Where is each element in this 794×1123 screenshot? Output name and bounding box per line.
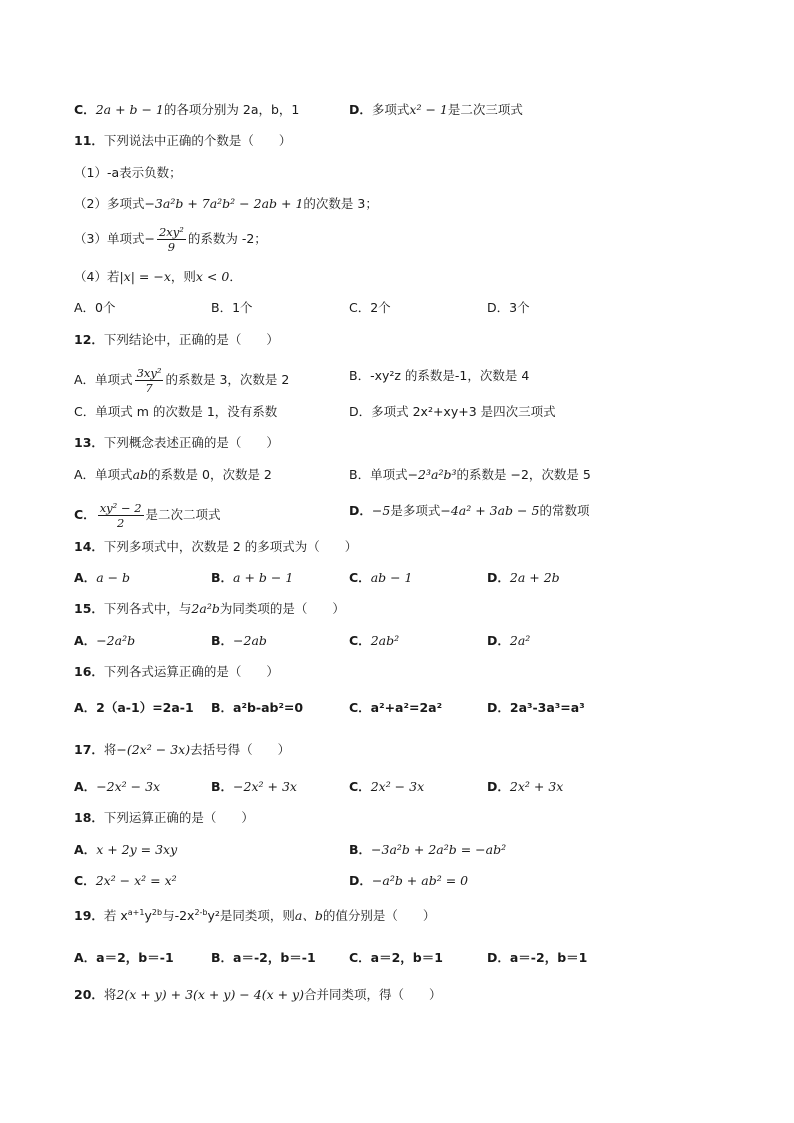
q11-option-b: B．1个 [211, 300, 253, 315]
q16-option-c: C．a²+a²=2a² [349, 700, 443, 715]
q19-option-d: D．a＝-2，b＝1 [487, 950, 588, 965]
q13-option-d: D．−5是多项式−4a² + 3ab − 5的常数项 [349, 503, 590, 518]
q16-option-b: B．a²b-ab²=0 [211, 700, 304, 715]
q18-option-b: B．−3a²b + 2a²b = −ab² [349, 842, 507, 857]
q17-option-d: D．2x² + 3x [487, 779, 564, 794]
q13-option-b: B．单项式−2³a²b³的系数是 −2，次数是 5 [349, 467, 591, 482]
q11-stem: 11．下列说法中正确的个数是（ ） [74, 133, 292, 148]
q10-option-c: C．2a + b − 1的各项分别为 2a，b，1 [74, 102, 300, 117]
q19-option-a: A．a＝2，b＝-1 [74, 950, 174, 965]
q17-option-b: B．−2x² + 3x [211, 779, 297, 794]
q19-option-c: C．a＝2，b＝1 [349, 950, 443, 965]
q11-statement-2: （2）多项式−3a²b + 7a²b² − 2ab + 1的次数是 3； [74, 196, 378, 211]
q13-stem: 13．下列概念表述正确的是（ ） [74, 435, 279, 450]
q15-stem: 15．下列各式中，与2a²b为同类项的是（ ） [74, 601, 345, 616]
q14-option-a: A．a − b [74, 570, 131, 585]
q18-option-a: A．x + 2y = 3xy [74, 842, 178, 857]
q12-option-a: A．单项式 $\frac{\text{3xy²}}{7}$ 的系数是 3，次数是 2 [74, 366, 290, 395]
q11-statement-4: （4）若|x| = −x，则x < 0． [74, 269, 242, 284]
q12-option-b: B．-xy²z 的系数是-1，次数是 4 [349, 368, 530, 383]
q14-option-d: D．2a + 2b [487, 570, 560, 585]
q15-option-c: C．2ab² [349, 633, 400, 648]
q11-option-d: D．3个 [487, 300, 530, 315]
q18-option-c: C．2x² − x² = x² [74, 873, 177, 888]
q17-option-a: A．−2x² − 3x [74, 779, 161, 794]
q13-option-c: C． $\frac{\text{xy² − 2}}{2}$ 是二次二项式 [74, 501, 221, 530]
q15-option-d: D．2a² [487, 633, 531, 648]
q15-option-b: B．−2ab [211, 633, 267, 648]
q15-option-a: A．−2a²b [74, 633, 136, 648]
q14-option-c: C．ab − 1 [349, 570, 413, 585]
q11-option-c: C．2个 [349, 300, 391, 315]
q14-option-b: B．a + b − 1 [211, 570, 294, 585]
q19-option-b: B．a＝-2，b＝-1 [211, 950, 316, 965]
q11-statement-1: （1）-a表示负数； [74, 165, 182, 180]
q18-option-d: D．−a²b + ab² = 0 [349, 873, 469, 888]
q11-option-a: A．0个 [74, 300, 116, 315]
q18-stem: 18．下列运算正确的是（ ） [74, 810, 254, 825]
q11-statement-3: （3）单项式− $\frac{\text{2xy²}}{9}$ 的系数为 -2； [74, 225, 267, 254]
q17-option-c: C．2x² − 3x [349, 779, 425, 794]
q11-fraction: $\frac{\text{2xy²}}{9}$ [158, 225, 184, 254]
q12-stem: 12．下列结论中，正确的是（ ） [74, 332, 279, 347]
q16-option-d: D．2a³-3a³=a³ [487, 700, 585, 715]
q10-option-d: D．多项式x² − 1是二次三项式 [349, 102, 523, 117]
q13-option-a: A．单项式ab的系数是 0，次数是 2 [74, 467, 272, 482]
q14-stem: 14．下列多项式中，次数是 2 的多项式为（ ） [74, 539, 358, 554]
q20-stem: 20．将2(x + y) + 3(x + y) − 4(x + y)合并同类项，得（ ） [74, 987, 442, 1002]
q16-stem: 16．下列各式运算正确的是（ ） [74, 664, 279, 679]
q19-stem: 19．若 $x^{a+1}y^{2b}$与$-2x^{2-b}y^2$是同类项，则a、b的值分别是（ ） [74, 907, 436, 923]
q12-option-c: C．单项式 m 的次数是 1，没有系数 [74, 404, 278, 419]
q13-fraction: $\frac{\text{xy² − 2}}{2}$ [99, 501, 142, 530]
q17-stem: 17．将−(2x² − 3x)去括号得（ ） [74, 742, 291, 757]
q12-option-d: D．多项式 2x²+xy+3 是四次三项式 [349, 404, 556, 419]
q12-fraction: $\frac{\text{3xy²}}{7}$ [136, 366, 162, 395]
q16-option-a: A．2（a-1）=2a-1 [74, 700, 194, 715]
